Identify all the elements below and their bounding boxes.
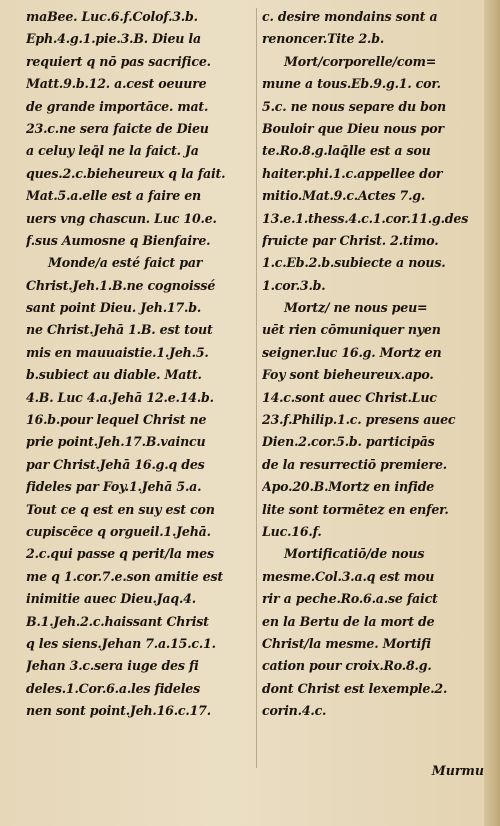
text-line: Mortificatiō/de nous xyxy=(284,546,425,562)
text-line: c. desire mondains sont a xyxy=(262,9,438,24)
text-line: mitio.Mat.9.c.Actes 7.g. xyxy=(262,188,426,204)
text-line: fruicte par Christ. 2.timo. xyxy=(262,232,439,248)
text-line: 13.e.1.thess.4.c.1.cor.11.g.des xyxy=(262,210,469,226)
text-line: 4.B. Luc 4.a.Jehā 12.e.14.b. xyxy=(26,389,214,405)
text-line: inimitie auec Dieu.Jaq.4. xyxy=(26,591,196,607)
text-line: maBee. Luc.6.f.Colof.3.b. xyxy=(26,9,198,24)
column-divider xyxy=(256,8,257,768)
text-line: Dien.2.cor.5.b. participās xyxy=(262,434,435,450)
text-line: q les siens.Jehan 7.a.15.c.1. xyxy=(26,635,216,651)
text-line: en la Bertu de la mort de xyxy=(262,613,435,629)
text-line: par Christ.Jehā 16.g.q des xyxy=(26,456,205,472)
text-line: 5.c. ne nous separe du bon xyxy=(262,98,446,114)
text-line: 2.c.qui passe q perit/la mes xyxy=(26,546,214,562)
text-line: nen sont point.Jeh.16.c.17. xyxy=(26,703,211,719)
text-line: 1.c.Eb.2.b.subiecte a nous. xyxy=(262,255,446,271)
text-line: seigner.luc 16.g. Mortz en xyxy=(262,344,442,360)
text-line: mis en mauuaistie.1.Jeh.5. xyxy=(26,344,209,360)
text-line: corin.4.c. xyxy=(262,703,327,719)
text-line: Foy sont bieheureux.apo. xyxy=(262,367,434,383)
text-line: Mortz/ ne nous peu= xyxy=(284,300,428,316)
text-line: b.subiect au diable. Matt. xyxy=(26,367,202,383)
text-line: me q 1.cor.7.e.son amitie est xyxy=(26,568,223,584)
text-line: lite sont tormētez en enfer. xyxy=(262,501,449,517)
text-line: fideles par Foy.1.Jehā 5.a. xyxy=(26,479,202,495)
text-line: Apo.20.B.Mortz en infide xyxy=(262,479,435,495)
text-line: Jehan 3.c.sera iuge des fi xyxy=(26,658,199,674)
text-line: Monde/a esté faict par xyxy=(48,255,203,271)
text-line: de la resurrectiō premiere. xyxy=(262,456,447,472)
left-column xyxy=(26,6,252,723)
text-line: te.Ro.8.g.laq̄lle est a sou xyxy=(262,143,431,159)
text-line: f.sus Aumosne q Bienfaire. xyxy=(26,232,211,248)
text-line: 1.cor.3.b. xyxy=(262,277,326,293)
text-line: 23.c.ne sera faicte de Dieu xyxy=(26,120,209,136)
text-line: Christ.Jeh.1.B.ne cognoissé xyxy=(26,277,216,293)
text-line: Eph.4.g.1.pie.3.B. Dieu la xyxy=(26,31,201,47)
right-column xyxy=(262,6,484,723)
text-line: Mat.5.a.elle est a faire en xyxy=(26,188,201,204)
text-line: ne Christ.Jehā 1.B. est tout xyxy=(26,322,213,338)
text-line: requiert q nō pas sacrifice. xyxy=(26,53,211,69)
text-line: uers vng chascun. Luc 10.e. xyxy=(26,210,217,226)
text-line: uēt rien cōmuniquer nyen xyxy=(262,322,441,338)
text-line: Matt.9.b.12. a.cest oeuure xyxy=(26,76,207,92)
page-edge xyxy=(484,0,500,826)
text-line: Mort/corporelle/com= xyxy=(284,53,437,69)
text-line: dont Christ est lexemple.2. xyxy=(262,680,448,696)
text-line: mune a tous.Eb.9.g.1. cor. xyxy=(262,76,441,92)
text-line: 14.c.sont auec Christ.Luc xyxy=(262,389,437,405)
text-line: cation pour croix.Ro.8.g. xyxy=(262,658,432,674)
text-line: 23.f.Philip.1.c. presens auec xyxy=(262,412,456,428)
text-line: de grande importāce. mat. xyxy=(26,98,209,114)
text-line: haiter.phi.1.c.appellee dor xyxy=(262,165,443,181)
text-line: renoncer.Tite 2.b. xyxy=(262,31,385,47)
text-line: mesme.Col.3.a.q est mou xyxy=(262,568,435,584)
text-line: prie point.Jeh.17.B.vaincu xyxy=(26,434,206,450)
catchword: Murmu xyxy=(431,763,484,778)
text-line: sant point Dieu. Jeh.17.b. xyxy=(26,300,202,316)
text-line: 16.b.pour lequel Christ ne xyxy=(26,412,207,428)
text-line: deles.1.Cor.6.a.les fideles xyxy=(26,680,200,696)
text-line: Tout ce q est en suy est con xyxy=(26,501,215,517)
text-line: rir a peche.Ro.6.a.se faict xyxy=(262,591,438,607)
text-line: B.1.Jeh.2.c.haissant Christ xyxy=(26,613,209,629)
text-line: ques.2.c.bieheureux q la fait. xyxy=(26,165,226,181)
text-line: Luc.16.f. xyxy=(262,523,322,539)
text-line: Christ/la mesme. Mortifi xyxy=(262,635,431,651)
text-line: a celuy leq̄l ne la faict. Ja xyxy=(26,143,199,159)
text-line: cupiscēce q orgueil.1.Jehā. xyxy=(26,523,211,539)
text-line: Bouloir que Dieu nous por xyxy=(262,120,444,136)
